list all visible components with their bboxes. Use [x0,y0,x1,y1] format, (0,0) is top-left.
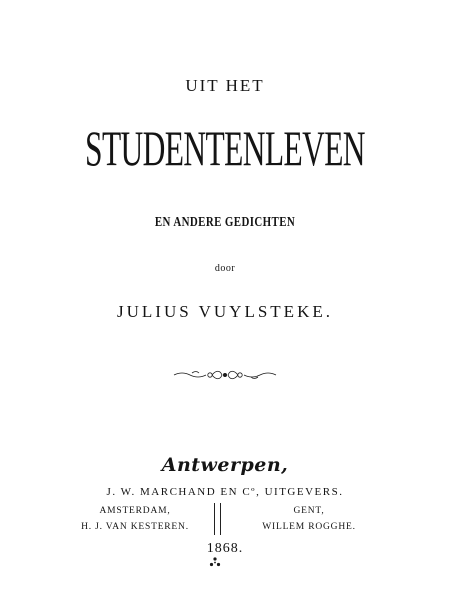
pre-title: UIT HET [185,76,265,95]
publication-city: Antwerpen, [161,454,289,476]
main-title: STUDENTENLEVEN [85,120,365,176]
scroll-ornament-icon [172,368,278,382]
right-agent-name: WILLEM ROGGHE. [262,522,356,532]
double-rule-divider [214,503,221,535]
publication-year: 1868. [206,541,244,556]
subtitle: EN ANDERE GEDICHTEN [154,215,296,230]
right-agent-city: GENT, [293,506,325,516]
left-agent-city: AMSTERDAM, [99,506,171,516]
left-agent-name: H. J. VAN KESTEREN. [81,522,189,532]
author-name: JULIUS VUYLSTEKE. [117,302,333,321]
publisher: J. W. MARCHAND EN Cº, UITGEVERS. [106,486,344,498]
asterisk-icon [208,556,222,568]
by-line: door [214,263,236,274]
